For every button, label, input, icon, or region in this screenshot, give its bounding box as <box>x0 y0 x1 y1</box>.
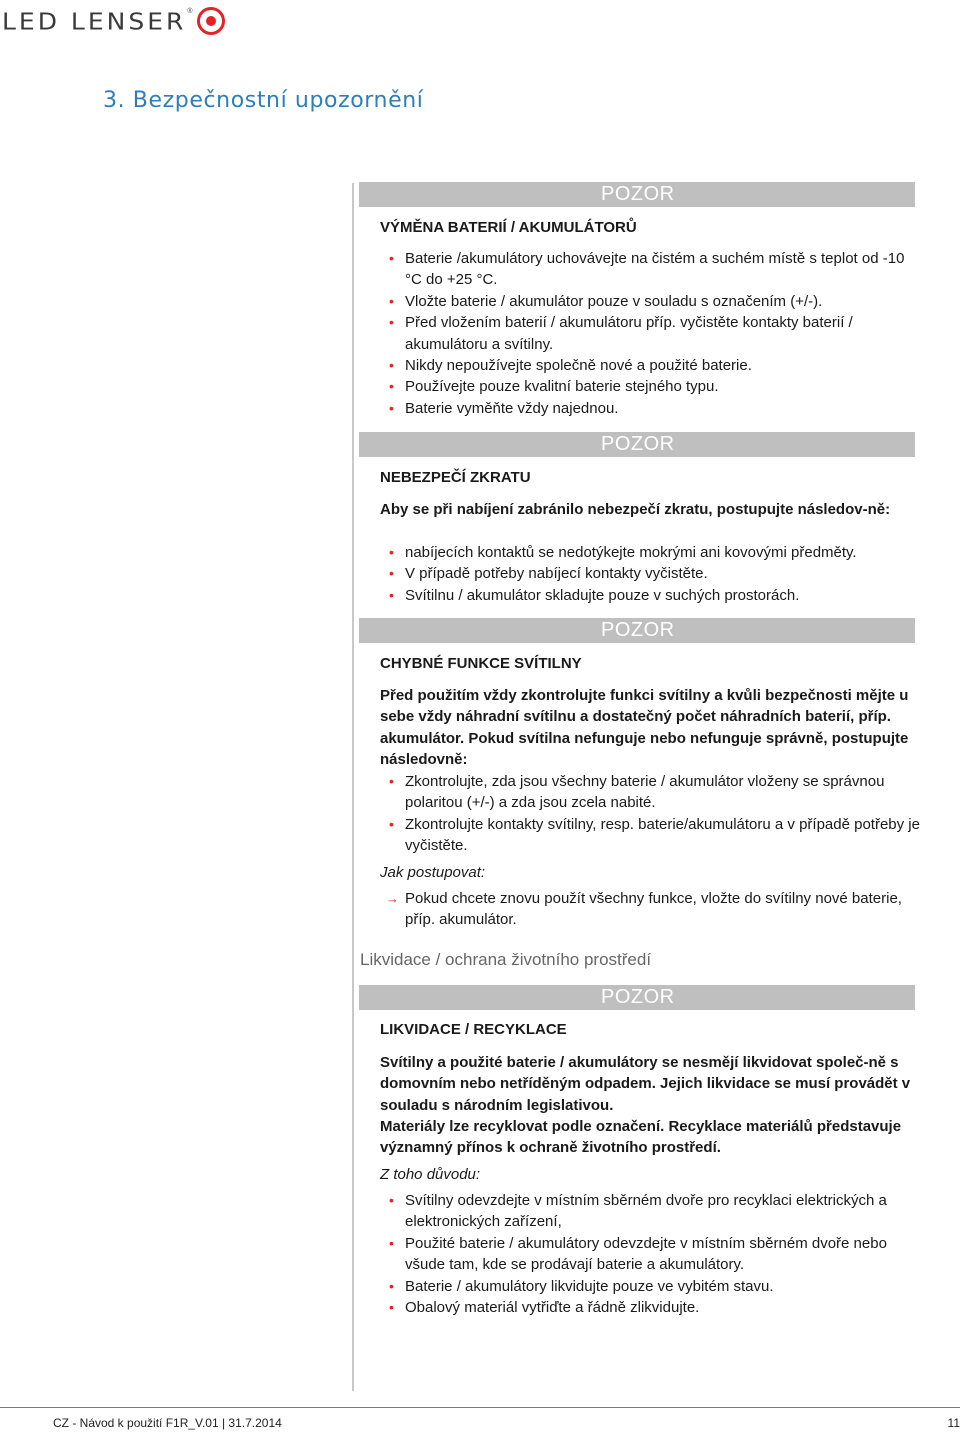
reason-label: Z toho důvodu: <box>380 1166 481 1183</box>
howto-label: Jak postupovat: <box>380 864 486 881</box>
warning-bar: POZOR <box>359 985 915 1010</box>
list-item: • Zkontrolujte, zda jsou všechny baterie / akumulátor vloženy se správnou polaritou (+/-) a zda jsou zcela nabité. <box>389 773 885 812</box>
bullet-icon: • <box>389 815 394 832</box>
list-item: • Vložte baterie / akumulátor pouze v souladu s označením (+/-). <box>380 291 920 312</box>
section-heading-malfunction: CHYBNÉ FUNKCE SVÍTILNY <box>380 655 582 672</box>
bullet-icon: • <box>389 1192 394 1208</box>
section-heading-short-circuit: NEBEZPEČÍ ZKRATU <box>380 469 531 486</box>
led-lenser-logo <box>2 4 225 38</box>
list-item: • Zkontrolujte kontakty svítilny, resp. baterie/akumulátoru a v případě potřeby je vyčistěte. <box>389 815 920 855</box>
bullet-icon: • <box>389 357 394 374</box>
section-heading-disposal: LIKVIDACE / RECYKLACE <box>380 1021 567 1038</box>
warning-bar: POZOR <box>359 432 915 457</box>
bullet-icon: • <box>389 314 394 331</box>
bullet-icon: • <box>389 292 394 309</box>
logo-text: LED LENSER <box>2 7 187 35</box>
list-item: • Používejte pouze kvalitní baterie stejného typu. <box>380 376 920 397</box>
bullet-icon: • <box>389 1234 394 1251</box>
list-item: • nabíjecích kontaktů se nedotýkejte mokrými ani kovovými předměty. <box>380 542 920 563</box>
page-title: 3. Bezpečnostní upozornění <box>103 88 424 113</box>
short-circuit-intro: Aby se při nabíjení zabránilo nebezpečí zkratu, postupujte následov-ně: <box>380 501 891 518</box>
bullet-icon: • <box>389 565 394 582</box>
list-item: • Baterie / akumulátory likvidujte pouze ve vybitém stavu. <box>380 1276 920 1297</box>
list-item: • Nikdy nepoužívejte společně nové a použité baterie. <box>380 355 920 376</box>
list-item: • Před vložením baterií / akumulátoru příp. vyčistěte kontakty baterií / akumulátoru a svítilny. <box>389 314 853 353</box>
disposal-paragraph-1: Svítilny a použité baterie / akumulátory se nesmějí likvidovat společ-ně s domovním nebo netříděným odpadem. Jejich likvidace se musí provádět v souladu s národním legislativou. <box>380 1054 911 1114</box>
bullet-icon: • <box>389 1277 394 1294</box>
list-item: • Baterie /akumulátory uchovávejte na čistém a suchém místě s teplot od -10 °C do +25 °C. <box>389 250 905 289</box>
bullet-icon: • <box>389 399 394 416</box>
list-item: → Pokud chcete znovu použít všechny funkce, vložte do svítilny nové baterie, příp. akumulátor. <box>386 890 902 929</box>
malfunction-intro: Před použitím vždy zkontrolujte funkci svítilny a kvůli bezpečnosti mějte u sebe vždy náhradní svítilnu a dostatečný počet náhradních baterií, příp. akumulátor. Pokud svítilna nefunguje nebo nefunguje správně, postupujte následovně: <box>380 687 909 769</box>
warning-bar: POZOR <box>359 618 915 643</box>
disposal-list <box>380 1190 920 1318</box>
section-heading-battery-replacement: VÝMĚNA BATERIÍ / AKUMULÁTORŮ <box>380 219 637 236</box>
bullet-icon: • <box>389 773 394 789</box>
list-item: • V případě potřeby nabíjecí kontakty vyčistěte. <box>380 563 920 584</box>
bullet-icon: • <box>389 378 394 395</box>
bullet-icon: • <box>389 586 394 603</box>
footer-doc-info: CZ - Návod k použití F1R_V.01 | 31.7.2014 <box>53 1416 282 1430</box>
short-circuit-list <box>380 542 920 606</box>
logo-circle-icon <box>197 7 225 35</box>
list-item: • Obalový materiál vytřiďte a řádně zlikvidujte. <box>380 1297 920 1318</box>
disposal-paragraph-2: Materiály lze recyklovat podle označení. Recyklace materiálů představuje významný přínos k ochraně životního prostředí. <box>380 1118 902 1157</box>
section-divider-line <box>352 183 354 1391</box>
battery-replacement-list <box>380 248 920 419</box>
bullet-icon: • <box>389 250 394 266</box>
list-item: • Baterie vyměňte vždy najednou. <box>380 398 920 419</box>
disposal-subtitle: Likvidace / ochrana životního prostředí <box>360 950 652 969</box>
list-item: • Použité baterie / akumulátory odevzdejte v místním sběrném dvoře nebo všude tam, kde se prodávají baterie a akumulátory. <box>389 1234 887 1274</box>
warning-bar: POZOR <box>359 182 915 207</box>
list-item: • Svítilnu / akumulátor skladujte pouze v suchých prostorách. <box>380 585 920 606</box>
bullet-icon: • <box>389 544 394 560</box>
malfunction-list <box>380 771 920 857</box>
registered-mark: ® <box>187 7 193 15</box>
arrow-right-icon: → <box>386 891 399 906</box>
howto-steps <box>380 888 920 931</box>
list-item: • Svítilny odevzdejte v místním sběrném dvoře pro recyklaci elektrických a elektronických zařízení, <box>389 1192 887 1231</box>
bullet-icon: • <box>389 1299 394 1316</box>
page-footer <box>0 1407 960 1432</box>
page-number: 11 <box>947 1416 960 1430</box>
